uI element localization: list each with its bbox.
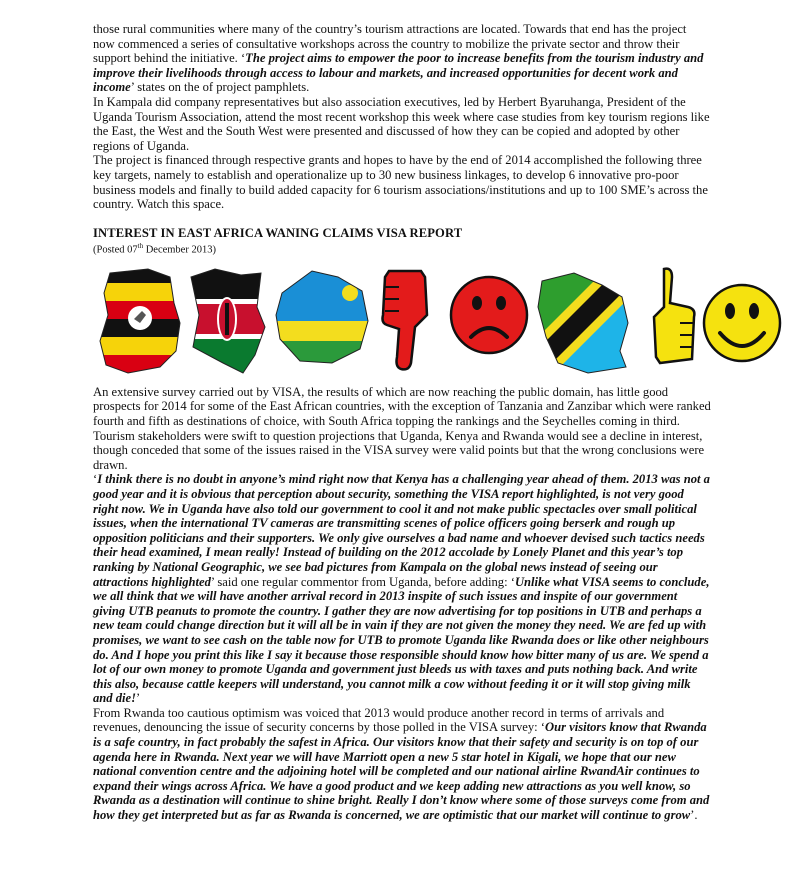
uganda-quote: I think there is no doubt in anyone’s mind right now that Kenya has a challenging year ahead of them. 2013 was not a good year and it is obvious that perception about security, something the VISA report highlighted, is not very good right now. We in Uganda have also told our government to cool it and not make public spectacles over small political issues, when the international TV cameras are transmitting scenes of police officers going berserk and rough up opposition politicians and their supporters. We only give ourselves a bad name and whoever devised such tactics needs their head examined, I mean really! Instead of building on the 2012 accolade by Lonely Planet and this year’s top ranking by National Geographic, we see bad pictures from Kampala on the global news instead of seeing our attractions highlighted: [93, 472, 710, 589]
article-paragraph-1: An extensive survey carried out by VISA, the results of which are now reaching the public domain, has little good prospects for 2014 for some of the East African countries, with the exception of Tanzania and Zanzibar which were ranked fourth and fifth as destinations of choice, with South Africa topping the rankings and the Seychelles coming in third. Tourism stakeholders were swift to question projections that Uganda, Kenya and Rwanda would see a decline in interest, though conceded that some of the issues raised in the VISA survey were valid points but that the wrong conclusions were drawn.: [93, 384, 711, 472]
project-quote: The project aims to empower the poor to increase benefits from the tourism industry and improve their livelihoods through access to labour and markets, and increased opportunities for decent work and income: [93, 51, 704, 95]
article-quote-block: ‘I think there is no doubt in anyone’s mind right now that Kenya has a challenging year ahead of them. 2013 was not a good year and it is obvious that perception about security, something the VISA report highlighted, is not very good right now. We in Uganda have also told our government to cool it and not make public spectacles over small political issues, when the international TV cameras are transmitting scenes of police officers going berserk and rough up opposition politicians and their supporters. We only give ourselves a bad name and whoever devised such tactics needs their head examined, I mean really! Instead of building on the 2012 accolade by Lonely Planet and this year’s top ranking by National Geographic, we see bad pictures from Kampala on the global news instead of seeing our attractions highlighted’ said one regular commentor from Uganda, before adding: ‘Unlike what VISA seems to conclude, we all think that we will have another arrival record in 2013 inspite of such issues and inspite of our government giving UTB peanuts to promote the country. I gather they are now advertising for top positions in UTB and perhaps a new team could change direction but it will all be in vain if they are not given the money they need. We are fed up with promises, we want to see cash on the table now for UTB to promote Uganda like Rwanda does or like other neighbours do. And I hope you print this like I say it because those responsible should know how bitter many of us are. We spend a lot of our own money to promote Uganda and government just bleeds us with taxes and puts nothing back. And write this also, because cattle keepers will understand, you cannot milk a cow without feeding it or it will stop giving milk and die!’: [93, 472, 710, 706]
thumbs-up-icon: [642, 263, 700, 381]
uganda-quote-2: Unlike what VISA seems to conclude, we all think that we will have another arrival record in 2013 inspite of such issues and inspite of our government giving UTB peanuts to promote the country. I gather they are now advertising for top positions in UTB and perhaps a new team could change direction but it will all be in vain if they are not given the money they need. We are fed up with promises, we want to see cash on the table now for UTB to promote Uganda like Rwanda does or like other neighbours do. And I hope you print this like I say it because those responsible should know how bitter many of us are. We spend a lot of our own money to promote Uganda and government just bleeds us with taxes and puts nothing back. And write this also, because cattle keepers will understand, you cannot milk a cow without feeding it or it will stop giving milk and die!: [93, 574, 710, 706]
tanzania-map-flag: [536, 263, 636, 381]
sad-face-icon: [445, 263, 533, 381]
article-illustration: [90, 263, 711, 381]
uganda-map-flag: [90, 263, 185, 381]
rwanda-map-flag: [272, 263, 372, 381]
article-paragraph-2: From Rwanda too cautious optimism was voiced that 2013 would produce another record in terms of arrivals and revenues, denouncing the issue of security concerns by those polled in the VISA survey: ‘Our visitors know that Rwanda is a safe country, in fact probably the safest in Africa. Our visitors know that their safety and security is on top of our agenda here in Rwanda. Next year we will have Marriott open a new 5 star hotel in Kigali, we hope that our new national convention centre and the adjoining hotel will be completed and our national airline RwandAir continues to expand their wings across Africa. We have a good product and we keep adding new attractions as you well know, so Rwanda as a destination will continue to shine bright. Really I don’t know where some of those surveys come from and how they get interpreted but as far as Rwanda is concerned, we are optimistic that our market will continue to grow’.: [93, 705, 710, 823]
intro-paragraph-2: In Kampala did company representatives but also association executives, led by Herbert Byaruhanga, President of the Uganda Tourism Association, attend the most recent workshop this week where case studies from key tourism regions like the East, the West and the South West were presented and discussed of how they can be copied and adopted by other regions of Uganda.: [93, 94, 710, 153]
article-headline: INTEREST IN EAST AFRICA WANING CLAIMS VISA REPORT: [93, 225, 463, 240]
kenya-map-flag: [185, 263, 270, 381]
posted-date: (Posted 07th December 2013): [93, 242, 216, 256]
rwanda-quote: Our visitors know that Rwanda is a safe country, in fact probably the safest in Africa. Our visitors know that their safety and security is on top of our agenda here in Rwanda. Next year we will have Marriott open a new 5 star hotel in Kigali, we hope that our new national convention centre and the adjoining hotel will be completed and our national airline RwandAir continues to expand their wings across Africa. We have a good product and we keep adding new attractions as you well know, so Rwanda as a destination will continue to shine bright. Really I don’t know where some of those surveys come from and how they get interpreted but as far as Rwanda is concerned, we are optimistic that our market will continue to grow: [93, 720, 710, 823]
thumbs-down-icon: [377, 263, 445, 381]
intro-paragraph-1: those rural communities where many of the country’s tourism attractions are located. Towards that end has the project now commenced a series of consultative workshops across the country to mobilize the private sector and throw their support behind the initiative. ‘The project aims to empower the poor to increase benefits from the tourism industry and improve their livelihoods through access to labour and markets, and increased opportunities for decent work and income’ states on the of project pamphlets.: [93, 22, 704, 95]
smiley-face-icon: [700, 279, 790, 379]
intro-paragraph-3: The project is financed through respective grants and hopes to have by the end of 2014 accomplished the following three key targets, namely to establish and operationalize up to 30 new business linkages, to develop 6 innovative pro-poor business models and finally to build added capacity for 6 tourism associations/institutions and up to 100 SME’s across the country. Watch this space.: [93, 153, 708, 212]
document-page: [93, 22, 711, 823]
